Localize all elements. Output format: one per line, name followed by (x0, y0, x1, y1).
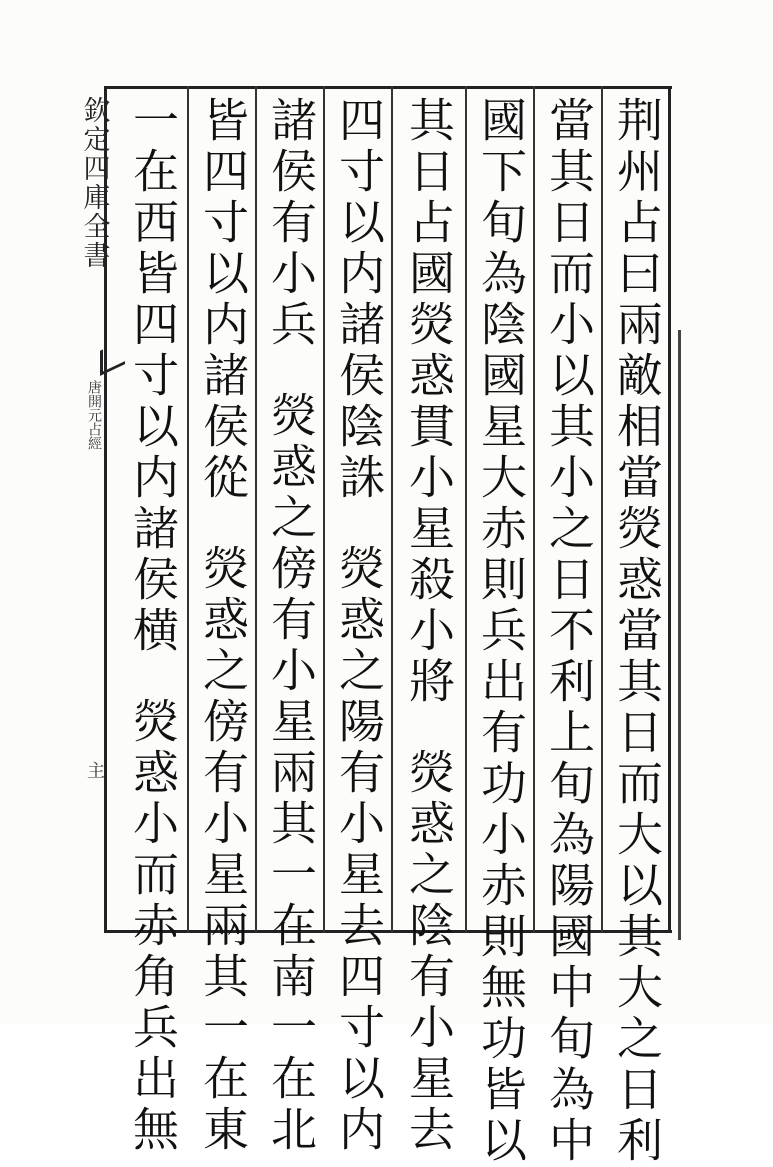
margin-book-title: 唐開元占經 (86, 380, 102, 450)
column-rule (533, 86, 535, 933)
page-number: 主 (84, 761, 105, 779)
text-column-4 (398, 96, 460, 1156)
frame-outer-edge (678, 330, 681, 940)
text-column-7 (192, 96, 254, 1156)
text-column-1 (606, 96, 668, 1167)
column-rule (601, 86, 603, 933)
text-column-5 (328, 96, 390, 1156)
text-column-6 (260, 96, 322, 1156)
text-column-3 (470, 96, 532, 1167)
column-6-text-b: 熒惑之傍有小星兩其一在南一在北 (264, 391, 318, 1156)
margin-title: 欽定四庫全書 (78, 96, 110, 270)
column-rule (187, 86, 189, 933)
text-column-2 (538, 96, 600, 1167)
column-8-text-a: 一在西皆四寸以内諸侯横 (126, 96, 180, 657)
column-4-text-b: 熒惑之陰有小星去 (402, 748, 456, 1156)
column-8-text-b: 熒惑小而赤角兵出無 (126, 697, 180, 1156)
margin-column (80, 96, 108, 926)
text-column-8 (122, 96, 184, 1156)
column-rule (323, 86, 325, 933)
column-6-text-a: 諸侯有小兵 (264, 96, 318, 351)
column-rule (255, 86, 257, 933)
column-3-text: 國下旬為陰國星大赤則兵出有功小赤則無功皆以 (474, 96, 528, 1167)
column-7-text-a: 皆四寸以内諸侯從 (196, 96, 250, 504)
column-rule (391, 86, 393, 933)
frame-right-border (668, 86, 671, 933)
column-4-text-a: 其日占國熒惑貫小星殺小將 (402, 96, 456, 708)
column-7-text-b: 熒惑之傍有小星兩其一在東 (196, 544, 250, 1156)
frame-top-border (104, 86, 672, 89)
column-rule (465, 86, 467, 933)
column-5-text-a: 四寸以内諸侯陰誅 (332, 96, 386, 504)
column-1-text: 荆州占曰兩敵相當熒惑當其日而大以其大之日利 (610, 96, 664, 1167)
column-5-text-b: 熒惑之陽有小星去四寸以内 (332, 544, 386, 1156)
column-2-text: 當其日而小以其小之日不利上旬為陽國中旬為中 (542, 96, 596, 1167)
